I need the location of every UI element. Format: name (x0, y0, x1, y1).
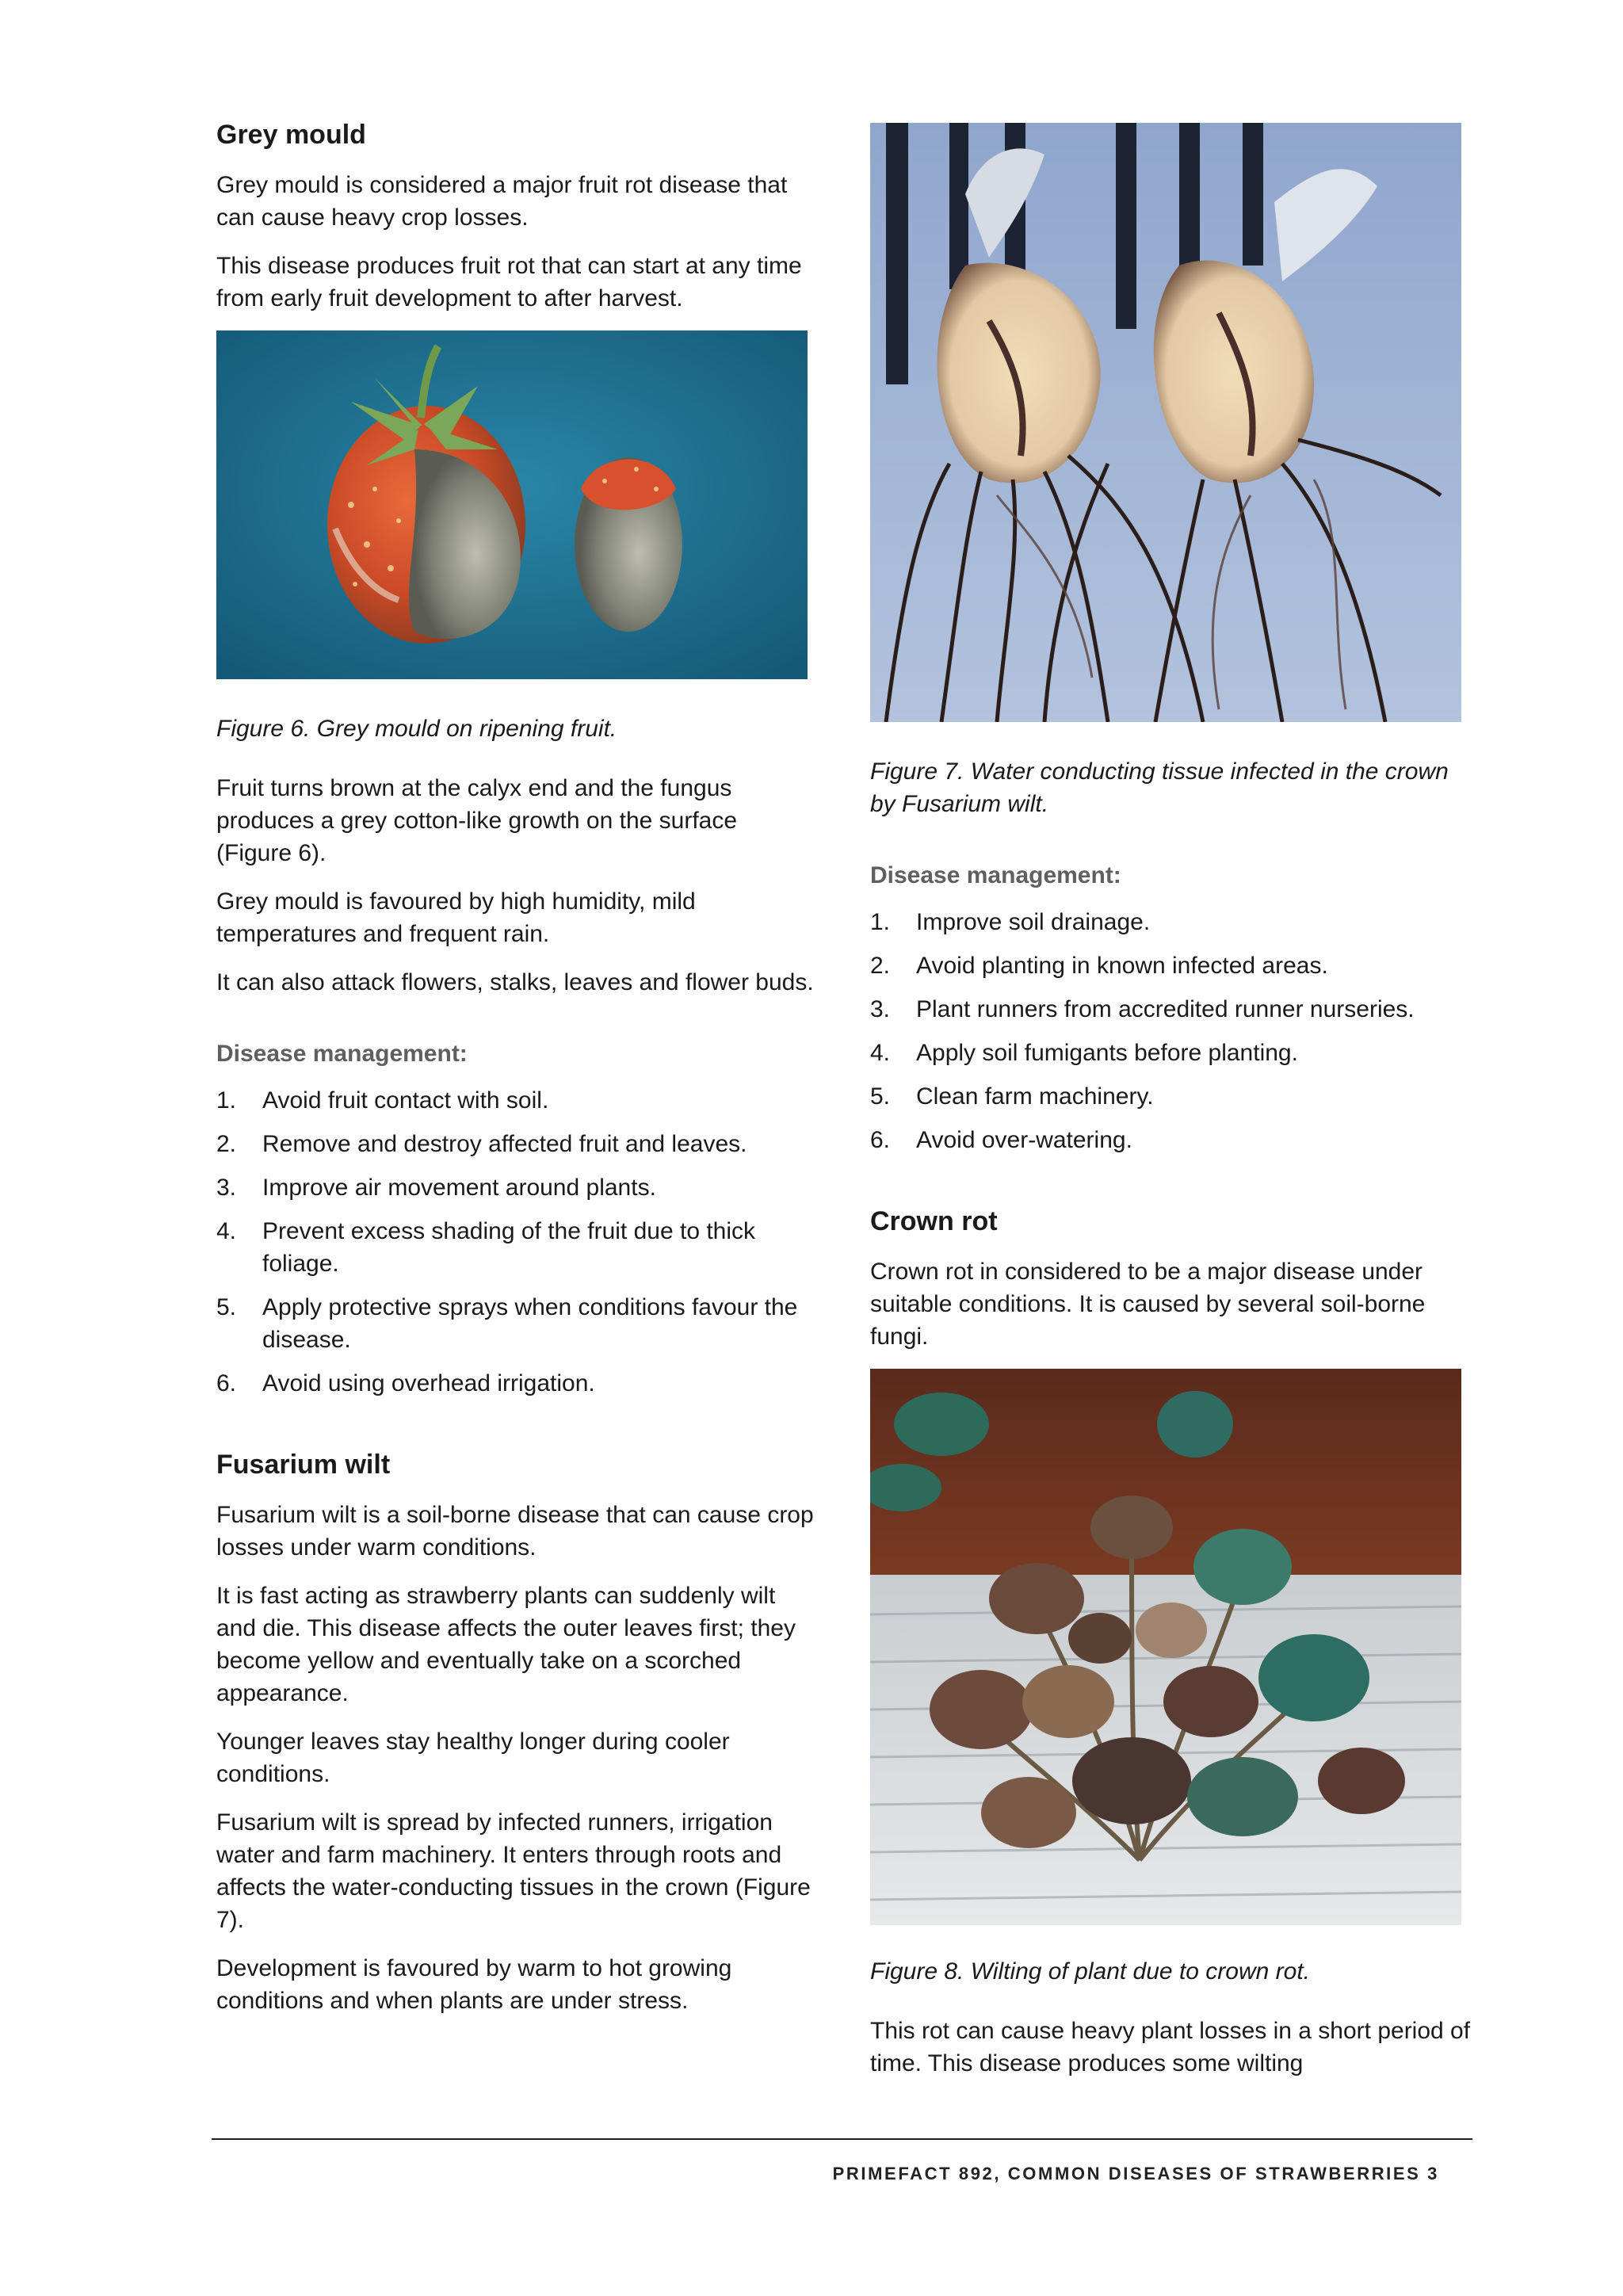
right-column (870, 123, 1472, 2095)
fusarium-body-4: Fusarium wilt is spread by infected runners, irrigation water and farm machinery. It enters through roots and affects the water-conducting tissues in the crown (Figure 7). (216, 1809, 811, 1933)
fusarium-body-1: Fusarium wilt is a soil-borne disease that can cause crop losses under warm conditions. (216, 1501, 814, 1561)
figure-7-photo (870, 123, 1461, 722)
crown-rot-body: This rot can cause heavy plant losses in a short period of time. This disease produces some wilting (870, 2017, 1471, 2076)
list-item: 1. Avoid fruit contact with soil. (216, 1087, 549, 1114)
list-item: 6. Avoid using overhead irrigation. (216, 1370, 595, 1396)
list-item: 3. Improve air movement around plants. (216, 1174, 656, 1201)
list-item: 5. Clean farm machinery. (870, 1083, 1154, 1110)
fusarium-body-3: Younger leaves stay healthy longer during cooler conditions. (216, 1728, 730, 1787)
crown-rot-plant-image (870, 1369, 1461, 1925)
figure-8-caption: Figure 8. Wilting of plant due to crown rot. (870, 1958, 1310, 1985)
grey-mould-body-2: Grey mould is favoured by high humidity, mild temperatures and frequent rain. (216, 888, 696, 947)
crown-rot-intro: Crown rot in considered to be a major disease under suitable conditions. It is caused by several soil-borne fungi. (870, 1258, 1426, 1350)
figure-7-caption: Figure 7. Water conducting tissue infected in the crown by Fusarium wilt. (870, 758, 1449, 817)
list-item: 4. Prevent excess shading of the fruit due to thick foliage. (216, 1217, 756, 1277)
grey-mould-intro-2: This disease produces fruit rot that can start at any time from early fruit development to after harvest. (216, 252, 802, 311)
fusarium-management-heading: Disease management: (870, 862, 1121, 888)
fusarium-crown-image (870, 123, 1461, 722)
page-footer: PRIMEFACT 892, COMMON DISEASES OF STRAWBERRIES 3 (832, 2164, 1439, 2183)
list-item: 5. Apply protective sprays when conditions favour the disease. (216, 1293, 798, 1353)
fusarium-management-list (870, 906, 1472, 1156)
list-item: 1. Improve soil drainage. (870, 909, 1151, 935)
list-item: 2. Avoid planting in known infected areas. (870, 953, 1328, 979)
figure-8-photo (870, 1369, 1461, 1925)
fusarium-body-2: It is fast acting as strawberry plants can suddenly wilt and die. This disease affects the outer leaves first; they become yellow and eventually take on a scorched appearance. (216, 1582, 796, 1706)
grey-mould-fruit-image (216, 330, 808, 679)
list-item: 3. Plant runners from accredited runner nurseries. (870, 996, 1415, 1022)
figure-6-caption: Figure 6. Grey mould on ripening fruit. (216, 715, 617, 742)
grey-mould-body-3: It can also attack flowers, stalks, leaves and flower buds. (216, 968, 814, 995)
grey-mould-intro-1: Grey mould is considered a major fruit rot disease that can cause heavy crop losses. (216, 171, 788, 231)
grey-mould-body-1: Fruit turns brown at the calyx end and the fungus produces a grey cotton-like growth on the surface (Figure 6). (216, 774, 738, 866)
crown-rot-heading: Crown rot (870, 1206, 998, 1236)
grey-mould-management-heading: Disease management: (216, 1040, 468, 1067)
fusarium-wilt-heading: Fusarium wilt (216, 1449, 391, 1480)
list-item: 4. Apply soil fumigants before planting. (870, 1040, 1298, 1066)
grey-mould-heading: Grey mould (216, 120, 366, 150)
fusarium-body-5: Development is favoured by warm to hot growing conditions and when plants are under stress. (216, 1954, 732, 2014)
footer-divider (212, 2138, 1472, 2140)
list-item: 6. Avoid over-watering. (870, 1127, 1132, 1153)
left-column (216, 119, 819, 2033)
figure-6-photo (216, 330, 808, 679)
list-item: 2. Remove and destroy affected fruit and leaves. (216, 1130, 747, 1157)
grey-mould-management-list (216, 1084, 819, 1400)
